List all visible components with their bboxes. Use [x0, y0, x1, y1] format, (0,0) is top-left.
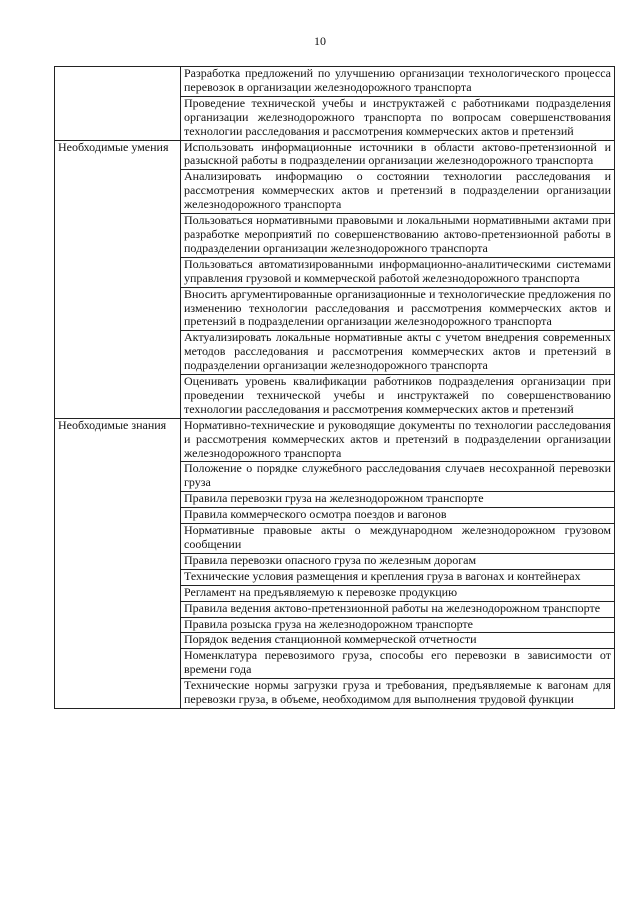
- requirement-cell: Правила перевозки груза на железнодорожном транспорте: [181, 492, 615, 508]
- requirements-table: [54, 66, 615, 709]
- requirement-cell: Использовать информационные источники в области актово-претензионной и разыскной работы в подразделении организации железнодорожного транспорта: [181, 140, 615, 170]
- requirement-cell: Номенклатура перевозимого груза, способы его перевозки в зависимости от времени года: [181, 649, 615, 679]
- requirement-cell: Технические нормы загрузки груза и требования, предъявляемые к вагонам для перевозки груза, в объеме, необходимом для выполнения трудовой функции: [181, 679, 615, 709]
- category-cell: [55, 67, 181, 141]
- requirement-cell: Пользоваться автоматизированными информационно-аналитическими системами управления грузовой и коммерческой работой железнодорожного транспорта: [181, 257, 615, 287]
- requirement-cell: Нормативные правовые акты о международном железнодорожном грузовом сообщении: [181, 524, 615, 554]
- requirement-cell: Регламент на предъявляемую к перевозке продукцию: [181, 585, 615, 601]
- requirement-cell: Анализировать информацию о состоянии технологии расследования и рассмотрения коммерческих актов и претензий в подразделении организации железнодорожного транспорта: [181, 170, 615, 214]
- table-row: [55, 140, 615, 170]
- requirement-cell: Оценивать уровень квалификации работников подразделения организации при проведении технической учебы и инструктажей по совершенствованию технологии расследования и рассмотрения коммерческих актов и претензий: [181, 375, 615, 419]
- requirement-cell: Правила ведения актово-претензионной работы на железнодорожном транспорте: [181, 601, 615, 617]
- requirement-cell: Правила коммерческого осмотра поездов и вагонов: [181, 508, 615, 524]
- category-cell: Необходимые знания: [55, 418, 181, 708]
- requirement-cell: Проведение технической учебы и инструктажей с работниками подразделения организации железнодорожного транспорта по вопросам совершенствования технологии расследования и рассмотрения коммерческих актов и претензий: [181, 96, 615, 140]
- requirement-cell: Правила перевозки опасного груза по железным дорогам: [181, 553, 615, 569]
- table-row: [55, 418, 615, 462]
- requirement-cell: Вносить аргументированные организационные и технологические предложения по изменению технологии расследования и рассмотрения коммерческих актов и претензий в подразделении организации железнодорожного транспорта: [181, 287, 615, 331]
- requirement-cell: Положение о порядке служебного расследования случаев несохранной перевозки груза: [181, 462, 615, 492]
- requirement-cell: Порядок ведения станционной коммерческой отчетности: [181, 633, 615, 649]
- table-row: [55, 67, 615, 97]
- requirement-cell: Пользоваться нормативными правовыми и локальными нормативными актами при разработке мероприятий по совершенствованию актово-претензионной работы в подразделении организации железнодорожного транспорта: [181, 214, 615, 258]
- category-cell: Необходимые умения: [55, 140, 181, 418]
- page-number: 10: [314, 34, 326, 48]
- requirement-cell: Нормативно-технические и руководящие документы по технологии расследования и рассмотрения коммерческих актов и претензий в подразделении организации железнодорожного транспорта: [181, 418, 615, 462]
- requirement-cell: Технические условия размещения и крепления груза в вагонах и контейнерах: [181, 569, 615, 585]
- requirement-cell: Правила розыска груза на железнодорожном транспорте: [181, 617, 615, 633]
- requirement-cell: Актуализировать локальные нормативные акты с учетом внедрения современных методов расследования и рассмотрения коммерческих актов и претензий в подразделении организации железнодорожного транспорта: [181, 331, 615, 375]
- requirement-cell: Разработка предложений по улучшению организации технологического процесса перевозок в организации железнодорожного транспорта: [181, 67, 615, 97]
